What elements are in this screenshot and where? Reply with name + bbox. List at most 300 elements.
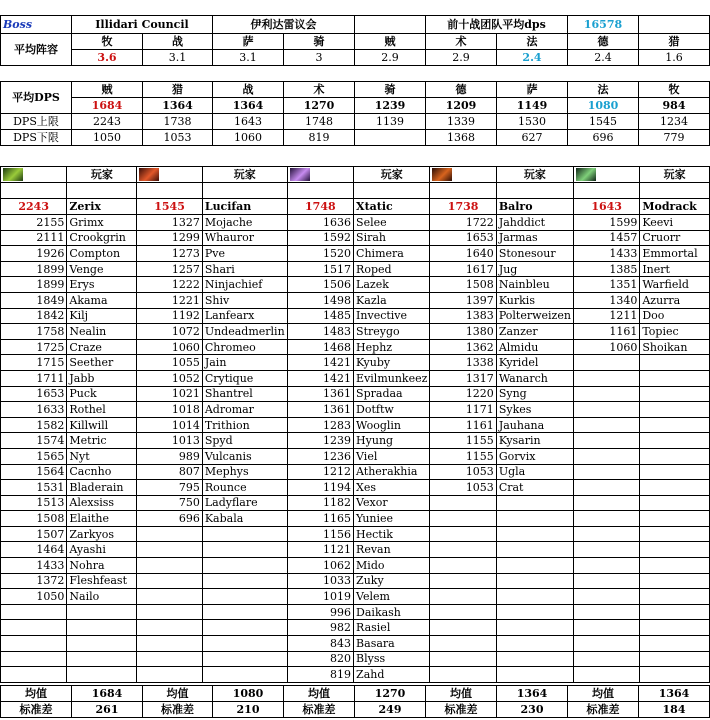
dps-value: 1351 [573,277,639,293]
player-name: Evilmunkeez [354,370,430,386]
dps-value: 1361 [287,402,353,418]
dps-value: 843 [287,636,353,652]
dps-value: 1171 [430,402,496,418]
std-label: 标准差 [284,702,355,718]
player-name: Selee [354,215,430,231]
dps-upper: 2243 [72,114,143,130]
dps-value: 1072 [137,324,203,340]
comp-class: 骑 [284,34,355,50]
dps-value: 1421 [287,355,353,371]
dps-class: 萨 [497,82,568,98]
player-name: Adromar [202,402,287,418]
player-name: Chimera [354,246,430,262]
mean-value: 1080 [213,686,284,702]
dps-value: 1508 [1,511,67,527]
dps-value: 1361 [287,386,353,402]
top-dps-value: 1643 [573,199,639,215]
player-name: Zuky [354,573,430,589]
dps-value: 1517 [287,261,353,277]
player-name: Spradaa [354,386,430,402]
table-row [1,292,710,308]
player-name: Rothel [67,402,137,418]
player-name: Killwill [67,417,137,433]
dps-lower: 1053 [143,130,213,146]
dps-value: 1062 [287,558,353,574]
top-dps-value: 2243 [1,199,67,215]
player-name: Hyung [354,433,430,449]
player-name: Streygo [354,324,430,340]
table-row [1,526,710,542]
druid-icon [432,168,452,181]
dps-value: 1221 [137,292,203,308]
dps-class: 德 [426,82,497,98]
player-name: Vexor [354,495,430,511]
player-name: Elaithe [67,511,137,527]
player-name: Trithion [202,417,287,433]
player-name: Venge [67,261,137,277]
dps-value: 1182 [287,495,353,511]
dps-value: 1899 [1,261,67,277]
player-name: Warfield [640,277,710,293]
dps-avg: 1149 [497,98,568,114]
comp-value: 3.1 [143,50,213,66]
dps-value: 1722 [430,215,496,231]
dps-upper: 1643 [213,114,284,130]
table-row [1,448,710,464]
comp-value: 2.9 [426,50,497,66]
top-dps-value: 1545 [137,199,203,215]
dps-value: 1565 [1,448,67,464]
comp-value: 3.6 [72,50,143,66]
player-name: Gorvix [496,448,573,464]
dps-upper: 1545 [568,114,639,130]
player-name: Sykes [496,402,573,418]
dps-value: 1849 [1,292,67,308]
dps-value: 1653 [430,230,496,246]
dps-value: 1053 [430,464,496,480]
dps-value: 1060 [573,339,639,355]
player-name: Wooglin [354,417,430,433]
dps-value: 1385 [573,261,639,277]
player-name: Kyuby [354,355,430,371]
dps-value: 1633 [1,402,67,418]
mean-label: 均值 [143,686,213,702]
player-name: Mojache [202,215,287,231]
player-name: Akama [67,292,137,308]
dps-value: 1599 [573,215,639,231]
dps-value: 1531 [1,480,67,496]
dps-value: 1483 [287,324,353,340]
dps-value: 1299 [137,230,203,246]
table-row [1,417,710,433]
dps-value: 1899 [1,277,67,293]
player-name: Jain [202,355,287,371]
comp-class: 萨 [213,34,284,50]
dps-class: 法 [568,82,639,98]
dps-class-row [1,82,710,98]
dps-value: 982 [287,620,353,636]
dps-value: 1507 [1,526,67,542]
dps-label: 平均DPS [1,82,72,114]
dps-upper-label: DPS上限 [1,114,72,130]
encounter-name-en: Illidari Council [72,16,213,34]
player-name: Roped [354,261,430,277]
comp-value: 2.4 [568,50,639,66]
dps-value: 1340 [573,292,639,308]
player-name: Syng [496,386,573,402]
player-name: Chromeo [202,339,287,355]
dps-avg: 1270 [284,98,355,114]
player-name: Kazla [354,292,430,308]
dps-value: 1592 [287,230,353,246]
dps-value: 1053 [430,480,496,496]
player-name: Kyridel [496,355,573,371]
hunter-icon [576,168,596,181]
player-name: Metric [67,433,137,449]
dps-value: 1485 [287,308,353,324]
dps-value: 1052 [137,370,203,386]
player-name: Jarmas [496,230,573,246]
player-name: Hectik [354,526,430,542]
player-name: Atherakhia [354,464,430,480]
player-name: Seether [67,355,137,371]
dps-value: 1383 [430,308,496,324]
dps-value: 807 [137,464,203,480]
dps-value: 1239 [287,433,353,449]
dps-avg: 984 [639,98,710,114]
table-row [1,464,710,480]
class-summary-table [0,15,710,146]
player-name: Ninjachief [202,277,287,293]
table-row [1,573,710,589]
dps-avg: 1684 [72,98,143,114]
dps-value: 1155 [430,433,496,449]
dps-value: 1121 [287,542,353,558]
dps-lower: 696 [568,130,639,146]
dps-value: 1338 [430,355,496,371]
std-label: 标准差 [568,702,639,718]
dps-value: 1156 [287,526,353,542]
dps-value: 1236 [287,448,353,464]
dps-upper: 1139 [355,114,426,130]
player-name: Shantrel [202,386,287,402]
comp-class: 术 [426,34,497,50]
dps-upper: 1738 [143,114,213,130]
dps-value: 1372 [1,573,67,589]
dps-value: 1013 [137,433,203,449]
dps-value: 1640 [430,246,496,262]
player-name: Daikash [354,604,430,620]
player-name: Lanfearx [202,308,287,324]
table-row [1,324,710,340]
player-name: Cruorr [640,230,710,246]
dps-class: 猎 [143,82,213,98]
warrior-icon [139,168,159,181]
table-row [1,667,710,683]
player-name: Lazek [354,277,430,293]
player-name: Zanzer [496,324,573,340]
mean-label: 均值 [426,686,497,702]
class-icon-cell [287,167,353,183]
top-dps-value: 1748 [287,199,353,215]
comp-value-row [1,50,710,66]
dps-upper: 1339 [426,114,497,130]
table-row [1,246,710,262]
dps-value: 1211 [573,308,639,324]
player-name: Kysarin [496,433,573,449]
mean-value: 1270 [355,686,426,702]
comp-class: 猎 [639,34,710,50]
dps-lower: 627 [497,130,568,146]
comp-label: 平均阵容 [1,34,72,66]
player-name: Emmortal [640,246,710,262]
player-name: Bladerain [67,480,137,496]
dps-avg: 1364 [143,98,213,114]
dps-value: 1161 [573,324,639,340]
dps-value: 1468 [287,339,353,355]
dps-class: 牧 [639,82,710,98]
player-name: Wanarch [496,370,573,386]
dps-avg: 1364 [213,98,284,114]
dps-value: 1617 [430,261,496,277]
dps-value: 1257 [137,261,203,277]
comp-class: 牧 [72,34,143,50]
table-row [1,651,710,667]
player-name: Blyss [354,651,430,667]
table-row [1,433,710,449]
dps-value: 1926 [1,246,67,262]
table-row [1,636,710,652]
dps-value: 1273 [137,246,203,262]
dps-value: 1464 [1,542,67,558]
table-row [1,542,710,558]
player-name: Grimx [67,215,137,231]
player-name: Nainbleu [496,277,573,293]
top-player-name: Modrack [640,199,710,215]
player-column-label: 玩家 [354,167,430,183]
std-label: 标准差 [1,702,72,718]
comp-class-row [1,34,710,50]
spacer-row [1,66,710,82]
table-row [1,277,710,293]
dps-class: 术 [284,82,355,98]
std-value: 210 [213,702,284,718]
table-row [1,495,710,511]
dps-avg: 1080 [568,98,639,114]
dps-value: 1362 [430,339,496,355]
top-player-name: Lucifan [202,199,287,215]
comp-class: 战 [143,34,213,50]
player-name: Mido [354,558,430,574]
table-row [1,215,710,231]
player-name: Hephz [354,339,430,355]
class-icon-cell [137,167,203,183]
dps-value: 1161 [430,417,496,433]
top-player-row [1,199,710,215]
player-name: Jauhana [496,417,573,433]
player-name: Rasiel [354,620,430,636]
player-name: Sirah [354,230,430,246]
dps-value: 1508 [430,277,496,293]
player-name: Invective [354,308,430,324]
player-name: Inert [640,261,710,277]
dps-value: 1194 [287,480,353,496]
table-row [1,620,710,636]
top-dps-label: 前十战团队平均dps [426,16,568,34]
player-column-label: 玩家 [202,167,287,183]
player-column-label: 玩家 [640,167,710,183]
player-name: Puck [67,386,137,402]
comp-value: 3 [284,50,355,66]
dps-avg-row [1,98,710,114]
table-row [1,589,710,605]
player-ranking-table [0,166,710,683]
player-column-label: 玩家 [496,167,573,183]
player-name: Shari [202,261,287,277]
top-dps-value: 16578 [568,16,639,34]
dps-value: 1055 [137,355,203,371]
mean-value: 1684 [72,686,143,702]
player-name: Viel [354,448,430,464]
table-row [1,261,710,277]
dps-value: 1192 [137,308,203,324]
dps-value: 1433 [573,246,639,262]
class-icon-cell [573,167,639,183]
top-player-name: Zerix [67,199,137,215]
dps-value: 1212 [287,464,353,480]
dps-value: 989 [137,448,203,464]
std-value: 184 [639,702,710,718]
player-name: Keevi [640,215,710,231]
dps-lower: 1050 [72,130,143,146]
player-name: Fleshfeast [67,573,137,589]
dps-avg: 1209 [426,98,497,114]
player-name: Nyt [67,448,137,464]
mean-label: 均值 [284,686,355,702]
player-name: Kilj [67,308,137,324]
table-row [1,558,710,574]
dps-value: 1397 [430,292,496,308]
std-label: 标准差 [426,702,497,718]
dps-value: 1457 [573,230,639,246]
dps-class: 骑 [355,82,426,98]
player-name: Crookgrin [67,230,137,246]
summary-footer-table [0,685,710,718]
dps-value: 1019 [287,589,353,605]
player-name: Shiv [202,292,287,308]
table-row [1,604,710,620]
table-row [1,386,710,402]
dps-lower-label: DPS下限 [1,130,72,146]
player-name: Crat [496,480,573,496]
dps-value: 1433 [1,558,67,574]
dps-value: 1520 [287,246,353,262]
player-name: Almidu [496,339,573,355]
dps-value: 1165 [287,511,353,527]
dps-value: 1283 [287,417,353,433]
top-dps-value: 1738 [430,199,496,215]
dps-value: 750 [137,495,203,511]
dps-class: 战 [213,82,284,98]
comp-class: 德 [568,34,639,50]
dps-value: 1317 [430,370,496,386]
dps-class: 贼 [72,82,143,98]
dps-value: 819 [287,667,353,683]
encounter-name-cn: 伊利达雷议会 [213,16,355,34]
mean-value: 1364 [497,686,568,702]
dps-value: 1725 [1,339,67,355]
dps-value: 1715 [1,355,67,371]
player-name: Alexsiss [67,495,137,511]
player-name: Revan [354,542,430,558]
player-name: Zahd [354,667,430,683]
dps-value: 820 [287,651,353,667]
rogue-icon [3,168,23,181]
dps-value: 1421 [287,370,353,386]
blank-cell [639,16,710,34]
player-name: Topiec [640,324,710,340]
dps-value: 1222 [137,277,203,293]
table-row [1,480,710,496]
player-name: Doo [640,308,710,324]
player-name: Dotftw [354,402,430,418]
mean-value: 1364 [639,686,710,702]
player-name: Crytique [202,370,287,386]
dps-value: 1380 [430,324,496,340]
dps-value: 1033 [287,573,353,589]
player-name: Kurkis [496,292,573,308]
dps-value: 1327 [137,215,203,231]
player-name: Pve [202,246,287,262]
dps-value: 1758 [1,324,67,340]
std-value: 249 [355,702,426,718]
player-name: Xes [354,480,430,496]
comp-value: 1.6 [639,50,710,66]
dps-value: 1513 [1,495,67,511]
comp-value: 2.9 [355,50,426,66]
comp-class: 贼 [355,34,426,50]
player-name: Yuniee [354,511,430,527]
mean-label: 均值 [568,686,639,702]
player-name: Jabb [67,370,137,386]
table-row [1,511,710,527]
comp-value: 3.1 [213,50,284,66]
std-value: 230 [497,702,568,718]
player-name: Rounce [202,480,287,496]
player-name: Jug [496,261,573,277]
player-name: Stonesour [496,246,573,262]
class-icon-cell [430,167,496,183]
table-row [1,355,710,371]
dps-value: 1018 [137,402,203,418]
dps-value: 1155 [430,448,496,464]
player-name: Kabala [202,511,287,527]
class-icon-cell [1,167,67,183]
dps-value: 996 [287,604,353,620]
dps-value: 2155 [1,215,67,231]
dps-value: 1582 [1,417,67,433]
dps-upper: 1748 [284,114,355,130]
dps-lower: 1368 [426,130,497,146]
dps-value: 1506 [287,277,353,293]
player-name: Zarkyos [67,526,137,542]
warlock-icon [290,168,310,181]
dps-lower: 779 [639,130,710,146]
player-name: Azurra [640,292,710,308]
dps-value: 1564 [1,464,67,480]
comp-value: 2.4 [497,50,568,66]
table-row [1,230,710,246]
